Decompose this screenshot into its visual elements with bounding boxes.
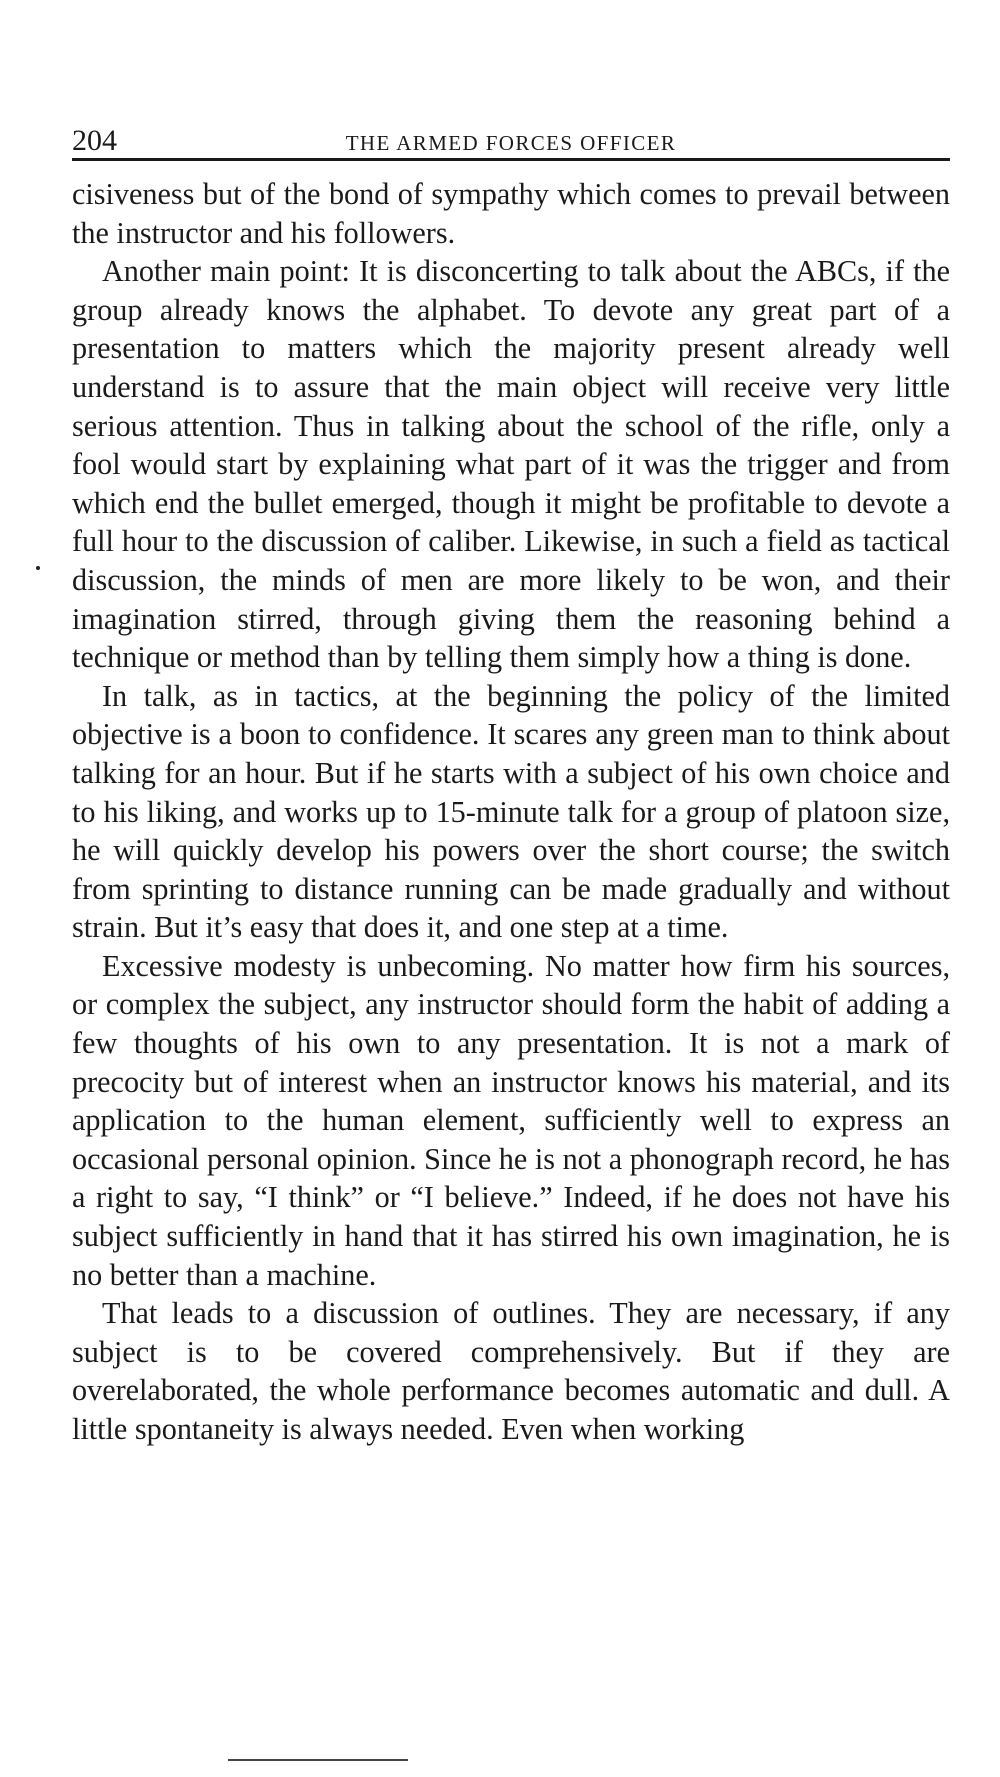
paragraph: That leads to a discussion of outlines. They are necessary, if any subject is to be covered comprehensively. But if they are overelaborated, the whole performance becomes automatic and dull. A little spontaneity is always needed. Even when working	[72, 1296, 950, 1446]
paragraph-continued: cisiveness but of the bond of sympathy which comes to prevail between the instructor and his followers.	[72, 177, 950, 250]
paragraph: Another main point: It is disconcerting to talk about the ABCs, if the group already knows the alphabet. To devote any great part of a presentation to matters which the majority present already well understand is to assure that the main object will receive very little serious attention. Thus in talking about the school of the rifle, only a fool would start by explaining what part of it was the trigger and from which end the bullet emerged, though it might be profitable to devote a full hour to the discussion of caliber. Likewise, in such a field as tactical discussion, the minds of men are more likely to be won, and their imagination stirred, through giving them the reasoning behind a technique or method than by telling them simply how a thing is done.	[72, 254, 950, 675]
footer-rule	[228, 1759, 408, 1761]
paragraph: Excessive modesty is unbecoming. No matter how firm his sources, or complex the subject, any instructor should form the habit of adding a few thoughts of his own to any presentation. It is not a mark of precocity but of interest when an instructor knows his material, and its application to the human element, sufficiently well to express an occasional personal opinion. Since he is not a phonograph record, he has a right to say, “I think” or “I believe.” Indeed, if he does not have his subject sufficiently in hand that it has stirred his own imagination, he is no better than a machine.	[72, 948, 950, 1292]
stray-ink-mark	[36, 566, 40, 570]
running-head	[72, 118, 950, 161]
book-page	[72, 118, 950, 1449]
body-text	[72, 175, 950, 1449]
page-number: 204	[72, 124, 117, 157]
paragraph: In talk, as in tactics, at the beginning the policy of the limited objective is a boon to confidence. It scares any green man to think about talking for an hour. But if he starts with a subject of his own choice and to his liking, and works up to 15-minute talk for a group of platoon size, he will quickly develop his powers over the short course; the switch from sprinting to distance running can be made gradually and without strain. But it’s easy that does it, and one step at a time.	[72, 678, 950, 945]
book-title: THE ARMED FORCES OFFICER	[345, 131, 677, 155]
